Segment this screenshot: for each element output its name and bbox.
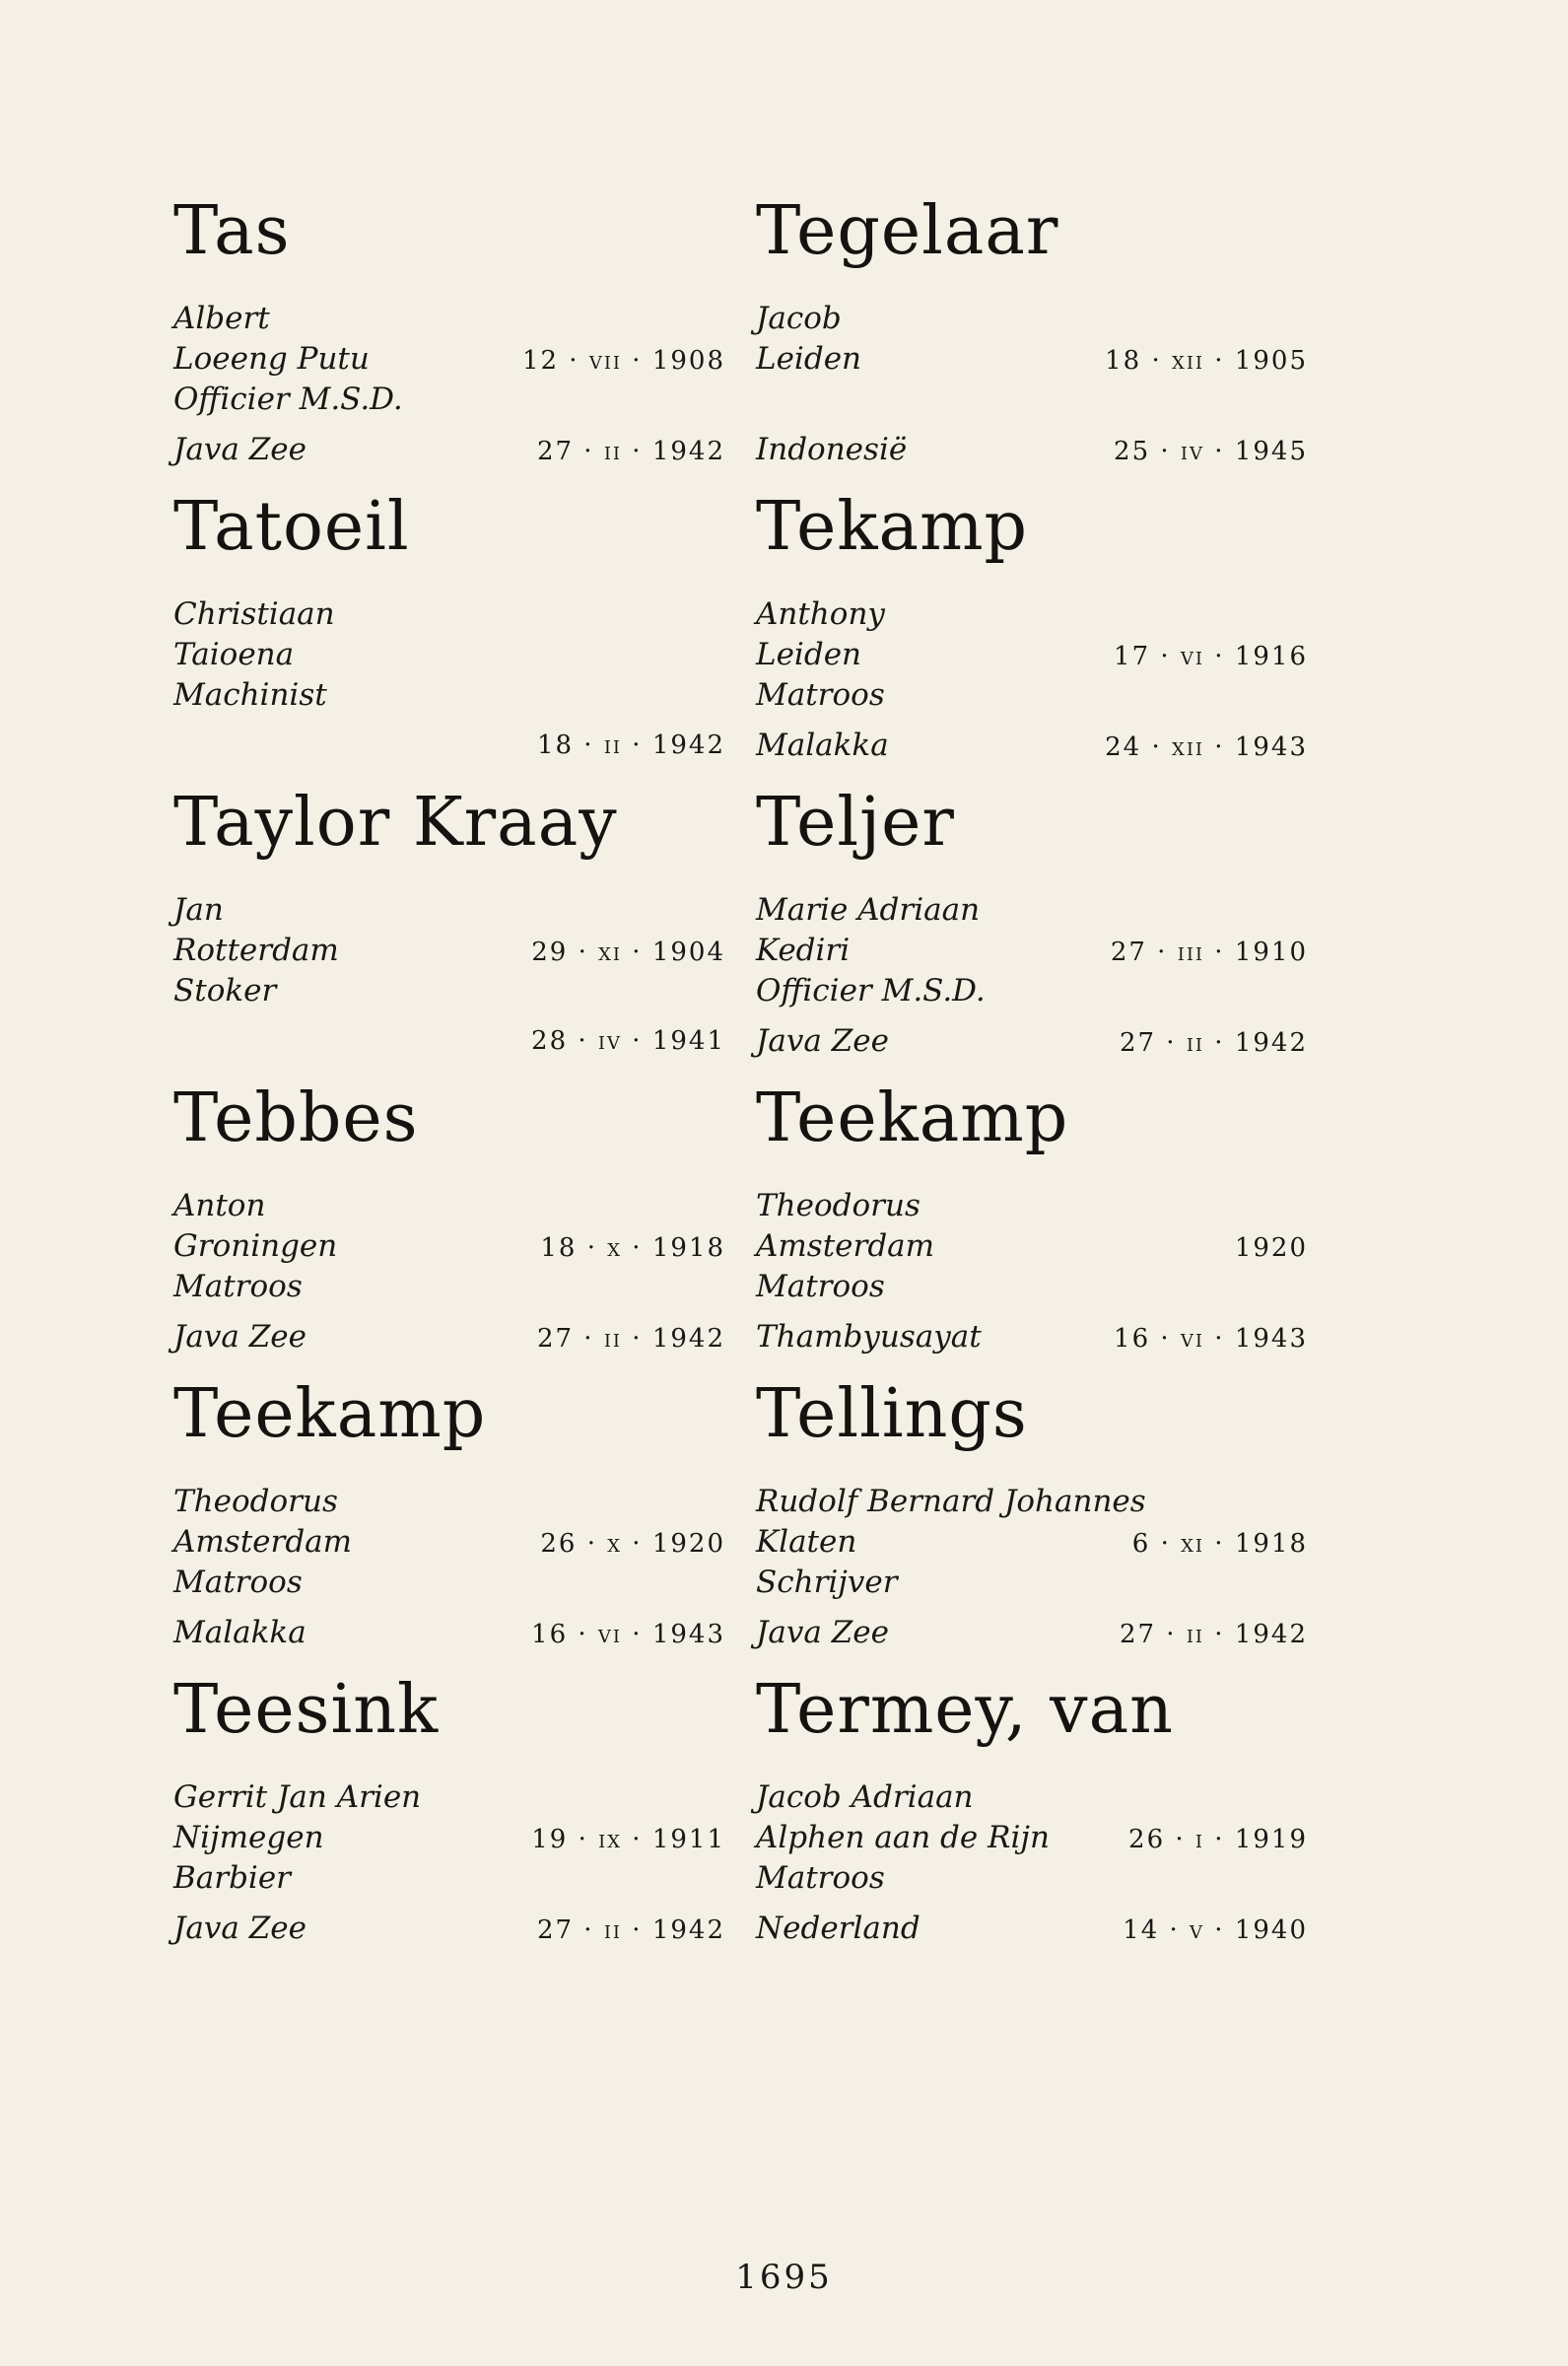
entry: [756, 1375, 1308, 1671]
entry: [173, 1079, 725, 1375]
birthplace-row: [756, 339, 1308, 380]
rank: Schrijver: [756, 1565, 898, 1600]
first-name-row: [756, 594, 1308, 635]
surname: Tegelaar: [756, 192, 1059, 270]
death-date: 14 · v · 1940: [1123, 1915, 1308, 1945]
birthplace: Amsterdam: [173, 1524, 353, 1560]
death-date: 27 · ii · 1942: [536, 1915, 725, 1945]
birthplace-row: [756, 635, 1308, 675]
death-date: 27 · ii · 1942: [536, 1324, 725, 1354]
death-date: 27 · ii · 1942: [1119, 1620, 1308, 1649]
entry: [173, 192, 725, 488]
death-place-row: [173, 726, 725, 766]
birth-date: 19 · ix · 1911: [531, 1825, 725, 1854]
death-place: Java Zee: [173, 1319, 307, 1355]
first-name-row: [173, 1186, 725, 1226]
first-name: Jan: [173, 892, 224, 928]
rank-row: [173, 380, 725, 420]
first-name: Albert: [173, 301, 270, 336]
surname: Tatoeil: [173, 488, 410, 566]
birthplace: Amsterdam: [756, 1228, 935, 1264]
birthplace: Nijmegen: [173, 1820, 324, 1855]
surname: Teljer: [756, 784, 955, 862]
rank: Machinist: [173, 677, 327, 713]
first-name: Jacob: [756, 301, 842, 336]
birthplace-row: [756, 1818, 1308, 1858]
death-place-row: [173, 1021, 725, 1062]
rank-row: [756, 971, 1308, 1011]
first-name-row: [756, 1186, 1308, 1226]
death-place-row: [756, 726, 1308, 766]
birth-date: 29 · xi · 1904: [531, 938, 725, 967]
first-name-row: [756, 1482, 1308, 1522]
birth-date: 26 · i · 1919: [1128, 1825, 1308, 1854]
birthplace: Groningen: [173, 1228, 338, 1264]
death-place: Java Zee: [756, 1615, 889, 1650]
entry: [756, 1079, 1308, 1375]
surname: Tekamp: [756, 488, 1029, 566]
birthplace: Alphen aan de Rijn: [756, 1820, 1050, 1855]
death-date: 28 · iv · 1941: [531, 1026, 725, 1056]
rank-row: [173, 1563, 725, 1603]
rank: Matroos: [756, 1860, 885, 1896]
birth-date: 1920: [1234, 1233, 1308, 1263]
death-date: 16 · vi · 1943: [531, 1620, 725, 1649]
death-place-row: [173, 1909, 725, 1949]
rank-row: [756, 1858, 1308, 1899]
death-place: Nederland: [756, 1911, 920, 1946]
death-date: 18 · ii · 1942: [536, 731, 725, 760]
rank: Matroos: [756, 677, 885, 713]
rank-row: [756, 380, 1308, 420]
death-place-row: [756, 1021, 1308, 1062]
left-column: [173, 192, 725, 1967]
first-name: Gerrit Jan Arien: [173, 1779, 422, 1815]
first-name: Theodorus: [756, 1188, 920, 1223]
right-column: [756, 192, 1308, 1967]
first-name: Christiaan: [173, 596, 335, 632]
death-place-row: [756, 430, 1308, 470]
first-name-row: [173, 890, 725, 931]
rank: Officier M.S.D.: [173, 382, 403, 417]
rank-row: [173, 1267, 725, 1307]
birthplace: Klaten: [756, 1524, 857, 1560]
birthplace: Kediri: [756, 933, 851, 968]
first-name-row: [173, 299, 725, 339]
surname: Tebbes: [173, 1079, 419, 1157]
first-name-row: [173, 1482, 725, 1522]
birth-date: 27 · iii · 1910: [1110, 938, 1308, 967]
death-place: Malakka: [173, 1615, 307, 1650]
birth-date: 18 · x · 1918: [540, 1233, 725, 1263]
surname: Tellings: [756, 1375, 1028, 1453]
birthplace-row: [173, 931, 725, 971]
death-place-row: [756, 1317, 1308, 1357]
birth-date: 26 · x · 1920: [540, 1529, 725, 1559]
first-name: Anthony: [756, 596, 885, 632]
death-place: Malakka: [756, 728, 889, 763]
death-place-row: [173, 430, 725, 470]
birthplace-row: [756, 1522, 1308, 1563]
death-date: 27 · ii · 1942: [1119, 1028, 1308, 1058]
death-date: 27 · ii · 1942: [536, 437, 725, 466]
first-name-row: [756, 1777, 1308, 1818]
page-number: 1695: [735, 2258, 833, 2297]
surname: Teekamp: [173, 1375, 487, 1453]
birthplace: Taioena: [173, 637, 295, 672]
birth-date: 6 · xi · 1918: [1131, 1529, 1308, 1559]
birth-date: 12 · vii · 1908: [521, 346, 725, 376]
death-place: Thambyusayat: [756, 1319, 982, 1355]
birthplace: Loeeng Putu: [173, 341, 370, 377]
entry: [173, 1671, 725, 1967]
first-name: Theodorus: [173, 1484, 338, 1519]
entry: [756, 192, 1308, 488]
death-date: 24 · xii · 1943: [1105, 732, 1308, 762]
birthplace-row: [173, 1522, 725, 1563]
rank-row: [173, 971, 725, 1011]
rank-row: [756, 1563, 1308, 1603]
first-name: Marie Adriaan: [756, 892, 981, 928]
birthplace: Rotterdam: [173, 933, 339, 968]
first-name: Jacob Adriaan: [756, 1779, 974, 1815]
death-place: Java Zee: [173, 432, 307, 467]
death-place-row: [173, 1613, 725, 1653]
birthplace-row: [173, 1226, 725, 1267]
birthplace-row: [173, 1818, 725, 1858]
first-name-row: [756, 299, 1308, 339]
death-place: Java Zee: [756, 1023, 889, 1059]
first-name: Rudolf Bernard Johannes: [756, 1484, 1146, 1519]
entry: [173, 784, 725, 1079]
first-name-row: [173, 594, 725, 635]
death-date: 16 · vi · 1943: [1114, 1324, 1308, 1354]
birthplace-row: [173, 339, 725, 380]
rank: Matroos: [173, 1565, 303, 1600]
rank: Barbier: [173, 1860, 292, 1896]
birthplace-row: [173, 635, 725, 675]
rank-row: [756, 1267, 1308, 1307]
death-place: Java Zee: [173, 1911, 307, 1946]
surname: Teesink: [173, 1671, 440, 1749]
death-place-row: [756, 1613, 1308, 1653]
surname: Tas: [173, 192, 291, 270]
entry: [756, 1671, 1308, 1967]
rank: Officier M.S.D.: [756, 973, 986, 1009]
death-place: Indonesië: [756, 432, 908, 467]
entry: [756, 784, 1308, 1079]
birth-date: 18 · xii · 1905: [1105, 346, 1308, 376]
birth-date: 17 · vi · 1916: [1114, 642, 1308, 671]
rank-row: [173, 675, 725, 716]
death-place-row: [173, 1317, 725, 1357]
entry: [173, 488, 725, 784]
rank: Matroos: [173, 1269, 303, 1304]
rank-row: [173, 1858, 725, 1899]
entry: [173, 1375, 725, 1671]
rank: Matroos: [756, 1269, 885, 1304]
death-date: 25 · iv · 1945: [1114, 437, 1308, 466]
surname: Taylor Kraay: [173, 784, 618, 862]
surname: Teekamp: [756, 1079, 1069, 1157]
rank-row: [756, 675, 1308, 716]
birthplace-row: [756, 1226, 1308, 1267]
birthplace: Leiden: [756, 637, 862, 672]
first-name-row: [173, 1777, 725, 1818]
rank: Stoker: [173, 973, 277, 1009]
first-name-row: [756, 890, 1308, 931]
surname: Termey, van: [756, 1671, 1174, 1749]
birthplace: Leiden: [756, 341, 862, 377]
birthplace-row: [756, 931, 1308, 971]
entry: [756, 488, 1308, 784]
death-place-row: [756, 1909, 1308, 1949]
first-name: Anton: [173, 1188, 266, 1223]
